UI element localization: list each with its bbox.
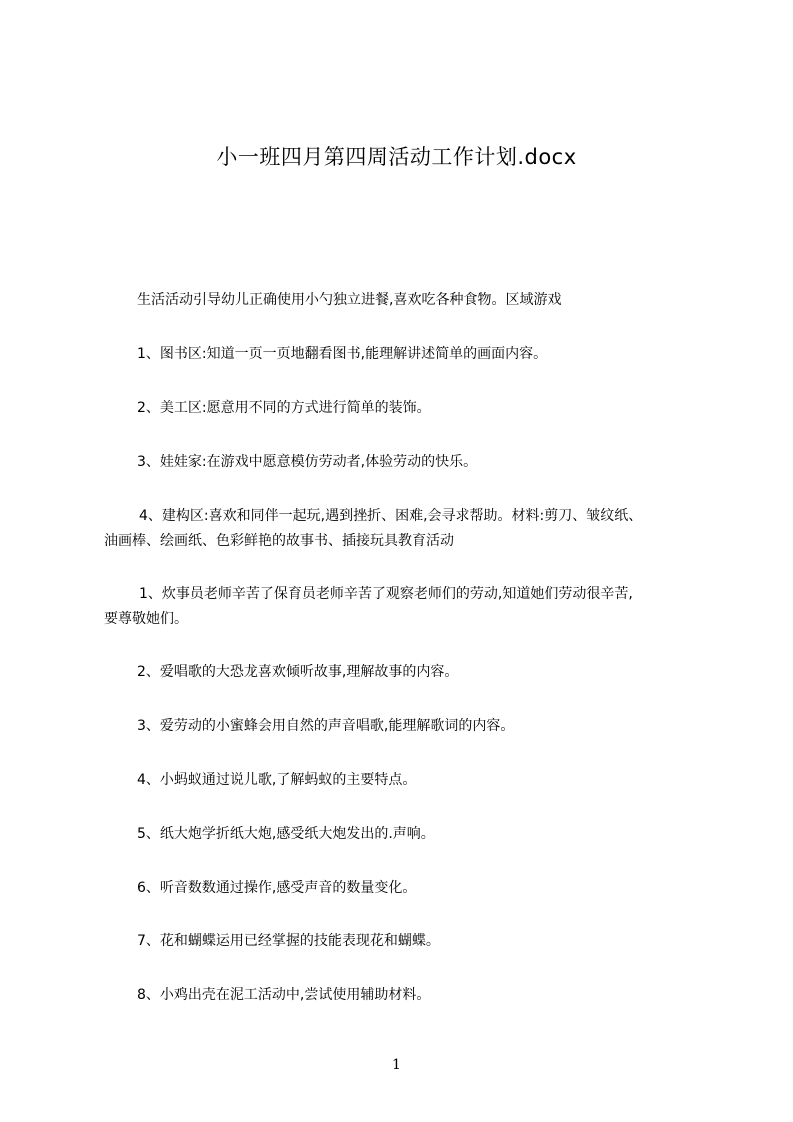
paragraph-activity-6: 6、听音数数通过操作,感受声音的数量变化。 — [137, 880, 417, 896]
paragraph-activity-2: 2、爱唱歌的大恐龙喜欢倾听故事,理解故事的内容。 — [137, 664, 459, 680]
paragraph-activity-1-continued: 要尊敬她们。 — [104, 611, 188, 627]
paragraph-activity-5: 5、纸大炮学折纸大炮,感受纸大炮发出的.声响。 — [137, 826, 435, 842]
paragraph-materials-continued: 油画棒、绘画纸、色彩鲜艳的故事书、插接玩具教育活动 — [104, 533, 454, 549]
paragraph-art-area: 2、美工区:愿意用不同的方式进行简单的装饰。 — [137, 400, 431, 416]
document-title: 小一班四月第四周活动工作计划.docx — [216, 145, 577, 169]
paragraph-doll-house: 3、娃娃家:在游戏中愿意模仿劳动者,体验劳动的快乐。 — [137, 454, 478, 470]
paragraph-daily-activity: 生活活动引导幼儿正确使用小勺独立进餐,喜欢吃各种食物。区域游戏 — [137, 292, 562, 308]
paragraph-activity-8: 8、小鸡出壳在泥工活动中,尝试使用辅助材料。 — [137, 987, 431, 1003]
paragraph-activity-4: 4、小蚂蚁通过说儿歌,了解蚂蚁的主要特点。 — [137, 772, 417, 788]
paragraph-activity-7: 7、花和蝴蝶运用已经掌握的技能表现花和蝴蝶。 — [137, 933, 440, 949]
page-number: 1 — [392, 1057, 401, 1073]
paragraph-activity-1: 1、炊事员老师辛苦了保育员老师辛苦了观察老师们的劳动,知道她们劳动很辛苦, — [139, 586, 633, 602]
paragraph-activity-3: 3、爱劳动的小蜜蜂会用自然的声音唱歌,能理解歌词的内容。 — [137, 718, 515, 734]
paragraph-library-area: 1、图书区:知道一页一页地翻看图书,能理解讲述简单的画面内容。 — [137, 346, 548, 362]
paragraph-building-area: 4、建构区:喜欢和同伴一起玩,遇到挫折、困难,会寻求帮助。材料:剪刀、皱纹纸、 — [139, 508, 643, 524]
